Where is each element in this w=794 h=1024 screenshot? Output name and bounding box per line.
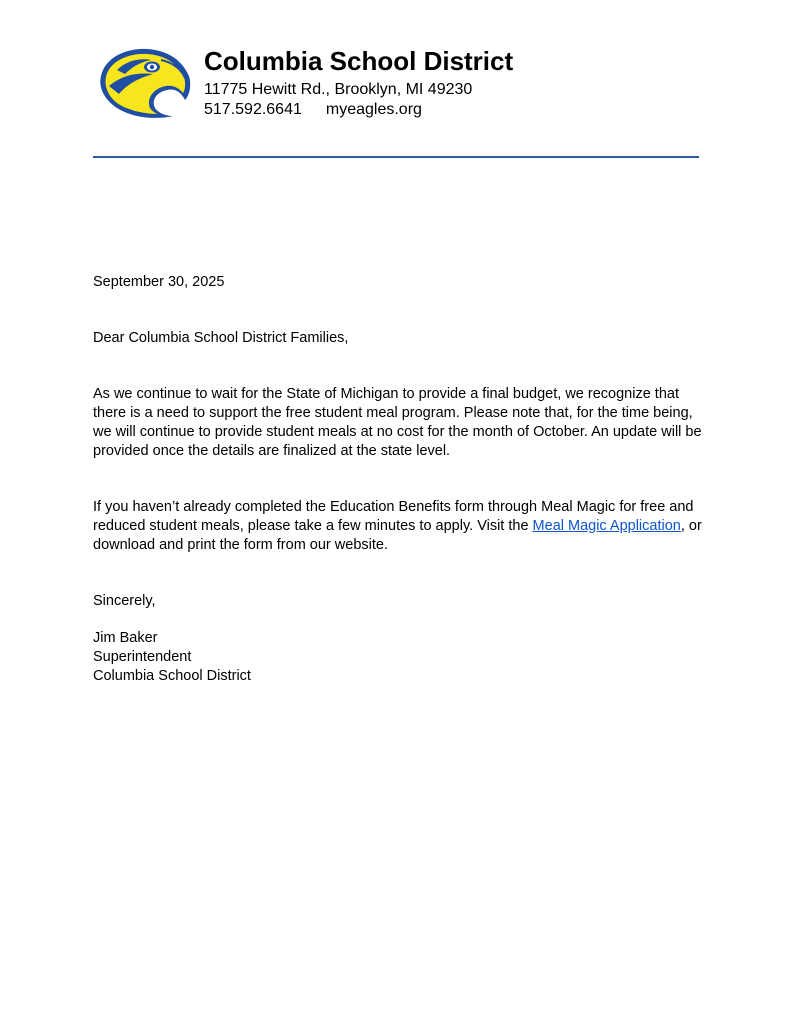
signature-block (93, 629, 251, 686)
paragraph-line: provided once the details are finalized at the state level. (93, 443, 451, 459)
text-span: reduced student meals, please take a few minutes to apply. Visit the (93, 518, 533, 534)
contact-line (204, 100, 422, 120)
org-phone: 517.592.6641 (204, 101, 302, 118)
paragraph-1 (93, 385, 702, 461)
org-website: myeagles.org (325, 101, 422, 118)
paragraph-2 (93, 498, 702, 555)
salutation: Dear Columbia School District Families, (93, 330, 349, 346)
header-divider (93, 156, 699, 158)
paragraph-line: As we continue to wait for the State of Michigan to provide a final budget, we recognize that (93, 386, 679, 402)
org-address: 11775 Hewitt Rd., Brooklyn, MI 49230 (204, 81, 473, 98)
signer-name: Jim Baker (93, 630, 158, 646)
paragraph-line: download and print the form from our website. (93, 537, 388, 553)
text-span: , or (680, 518, 702, 534)
paragraph-line: we will continue to provide student meals at no cost for the month of October. An update will be (93, 424, 702, 440)
meal-magic-application-link[interactable]: Meal Magic Application (532, 518, 681, 534)
signer-title: Superintendent (93, 649, 192, 665)
eagle-logo-icon (95, 46, 193, 118)
closing: Sincerely, (93, 593, 156, 609)
letter-date: September 30, 2025 (93, 274, 225, 290)
paragraph-line (93, 517, 702, 536)
paragraph-line: there is a need to support the free student meal program. Please note that, for the time being, (93, 405, 693, 421)
paragraph-line: If you haven’t already completed the Education Benefits form through Meal Magic for free and (93, 499, 694, 515)
org-name: Columbia School District (204, 46, 514, 76)
signer-org: Columbia School District (93, 668, 251, 684)
